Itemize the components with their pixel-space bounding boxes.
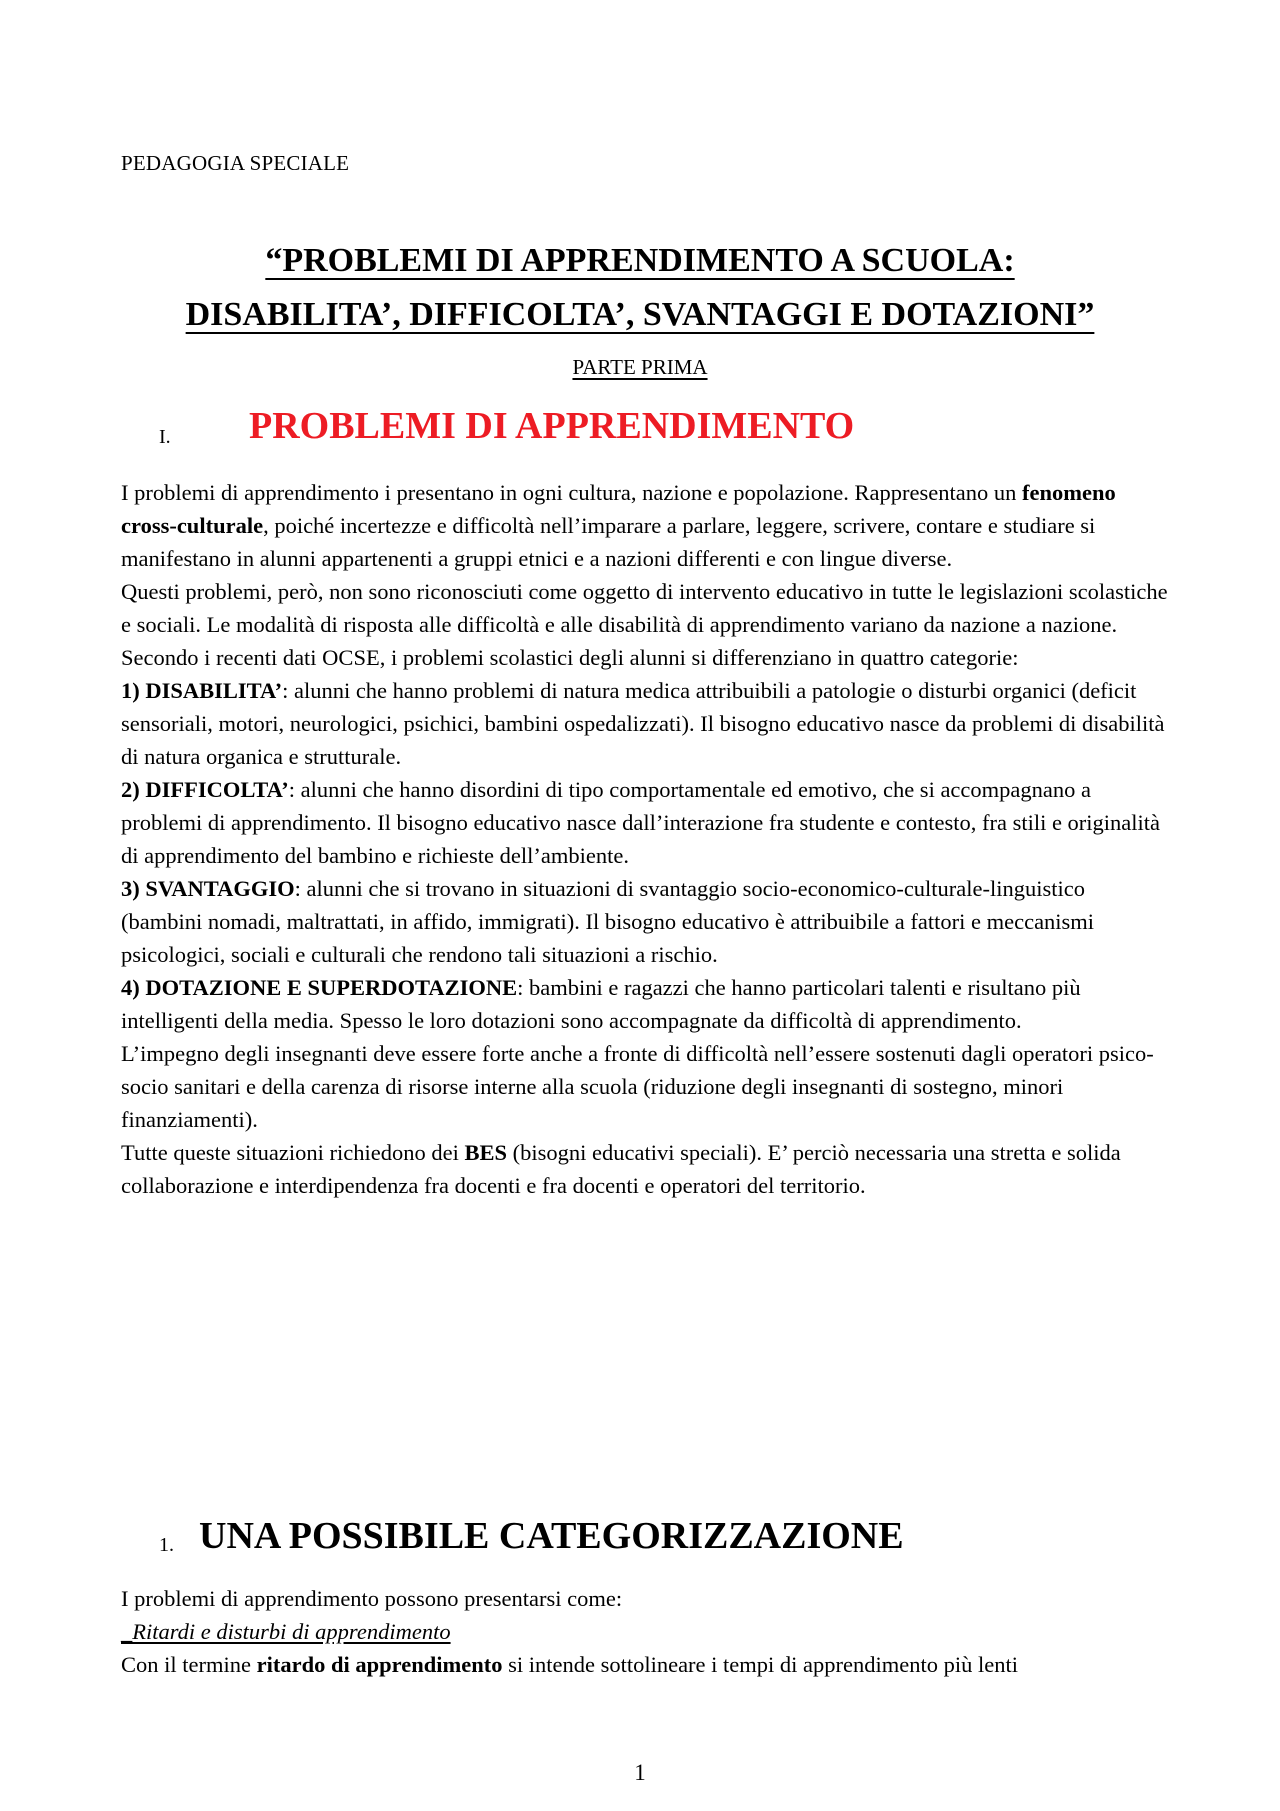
text: Tutte queste situazioni richiedono dei <box>121 1140 465 1165</box>
category-label: 3) SVANTAGGIO <box>121 876 295 901</box>
paragraph: Secondo i recenti dati OCSE, i problemi scolastici degli alunni si differenziano in quattro categorie: <box>121 645 1019 670</box>
text: si intende sottolineare i tempi di apprendimento più lenti <box>502 1652 1018 1677</box>
document-title <box>0 234 1280 342</box>
section-2-body <box>121 1582 1171 1681</box>
paragraph: L’impegno degli insegnanti deve essere forte anche a fronte di difficoltà nell’essere sostenuti dagli operatori psico-socio sanitari e della carenza di risorse interne alla scuola (riduzione degli insegnanti di sostegno, minori finanziamenti). <box>121 1041 1154 1132</box>
category-item <box>121 773 1171 872</box>
part-label <box>0 355 1280 380</box>
part-label-text: PARTE PRIMA <box>572 355 708 379</box>
title-line-2: DISABILITA’, DIFFICOLTA’, SVANTAGGI E DOTAZIONI” <box>185 296 1095 333</box>
page-number: 1 <box>634 1760 646 1785</box>
section-title: PROBLEMI DI APPRENDIMENTO <box>249 405 855 447</box>
bold-term: BES <box>464 1140 508 1165</box>
text: , poiché incertezze e difficoltà nell’imparare a parlare, leggere, scrivere, contare e studiare si manifestano in alunni appartenenti a gruppi etnici e a nazioni differenti e con lingue diverse. <box>121 513 1096 571</box>
text: : bambini e ragazzi che hanno particolari talenti e risultano più intelligenti della media. Spesso le loro dotazioni sono accompagnate da difficoltà di apprendimento. <box>121 975 1081 1033</box>
section-title: UNA POSSIBILE CATEGORIZZAZIONE <box>199 1515 904 1557</box>
paragraph <box>121 1136 1171 1202</box>
paragraph <box>121 1648 1171 1681</box>
document-header: PEDAGOGIA SPECIALE <box>121 151 350 175</box>
paragraph <box>121 476 1171 575</box>
bold-term: ritardo di apprendimento <box>256 1652 503 1677</box>
category-label: 2) DIFFICOLTA’ <box>121 777 289 802</box>
subheading <box>121 1615 1171 1648</box>
paragraph: Questi problemi, però, non sono riconosciuti come oggetto di intervento educativo in tutte le legislazioni scolastiche e sociali. Le modalità di risposta alle difficoltà e alle disabilità di apprendimento variano da nazione a nazione. <box>121 579 1168 637</box>
category-label: 4) DOTAZIONE E SUPERDOTAZIONE <box>121 975 518 1000</box>
category-item <box>121 971 1171 1037</box>
category-item <box>121 872 1171 971</box>
bold-term: fenomeno cross-culturale <box>121 480 1116 538</box>
subheading-text: _Ritardi e disturbi di apprendimento <box>121 1619 451 1644</box>
section-1-body <box>121 476 1171 1202</box>
text: Con il termine <box>121 1652 257 1677</box>
text: (bisogni educativi speciali). E’ perciò necessaria una stretta e solida collaborazione e interdipendenza fra docenti e fra docenti e operatori del territorio. <box>121 1140 1121 1198</box>
category-item <box>121 674 1171 773</box>
text: : alunni che hanno disordini di tipo comportamentale ed emotivo, che si accompagnano a problemi di apprendimento. Il bisogno educativo nasce dall’interazione fra studente e contesto, fra stili e originalità di apprendimento del bambino e richieste dell’ambiente. <box>121 777 1161 868</box>
section-number: 1. <box>159 1534 174 1556</box>
section-number: I. <box>159 426 171 448</box>
category-label: 1) DISABILITA’ <box>121 678 283 703</box>
title-line-1: “PROBLEMI DI APPRENDIMENTO A SCUOLA: <box>265 242 1015 279</box>
text: : alunni che hanno problemi di natura medica attribuibili a patologie o disturbi organici (deficit sensoriali, motori, neurologici, psichici, bambini ospedalizzati). Il bisogno educativo nasce da problemi di disabilità di natura organica e strutturale. <box>121 678 1165 769</box>
text: I problemi di apprendimento i presentano in ogni cultura, nazione e popolazione. Rappresentano un <box>121 480 1022 505</box>
text: : alunni che si trovano in situazioni di svantaggio socio-economico-culturale-linguistico (bambini nomadi, maltrattati, in affido, immigrati). Il bisogno educativo è attribuibile a fattori e meccanismi psicologici, sociali e culturali che rendono tali situazioni a rischio. <box>121 876 1095 967</box>
paragraph: I problemi di apprendimento possono presentarsi come: <box>121 1586 623 1611</box>
